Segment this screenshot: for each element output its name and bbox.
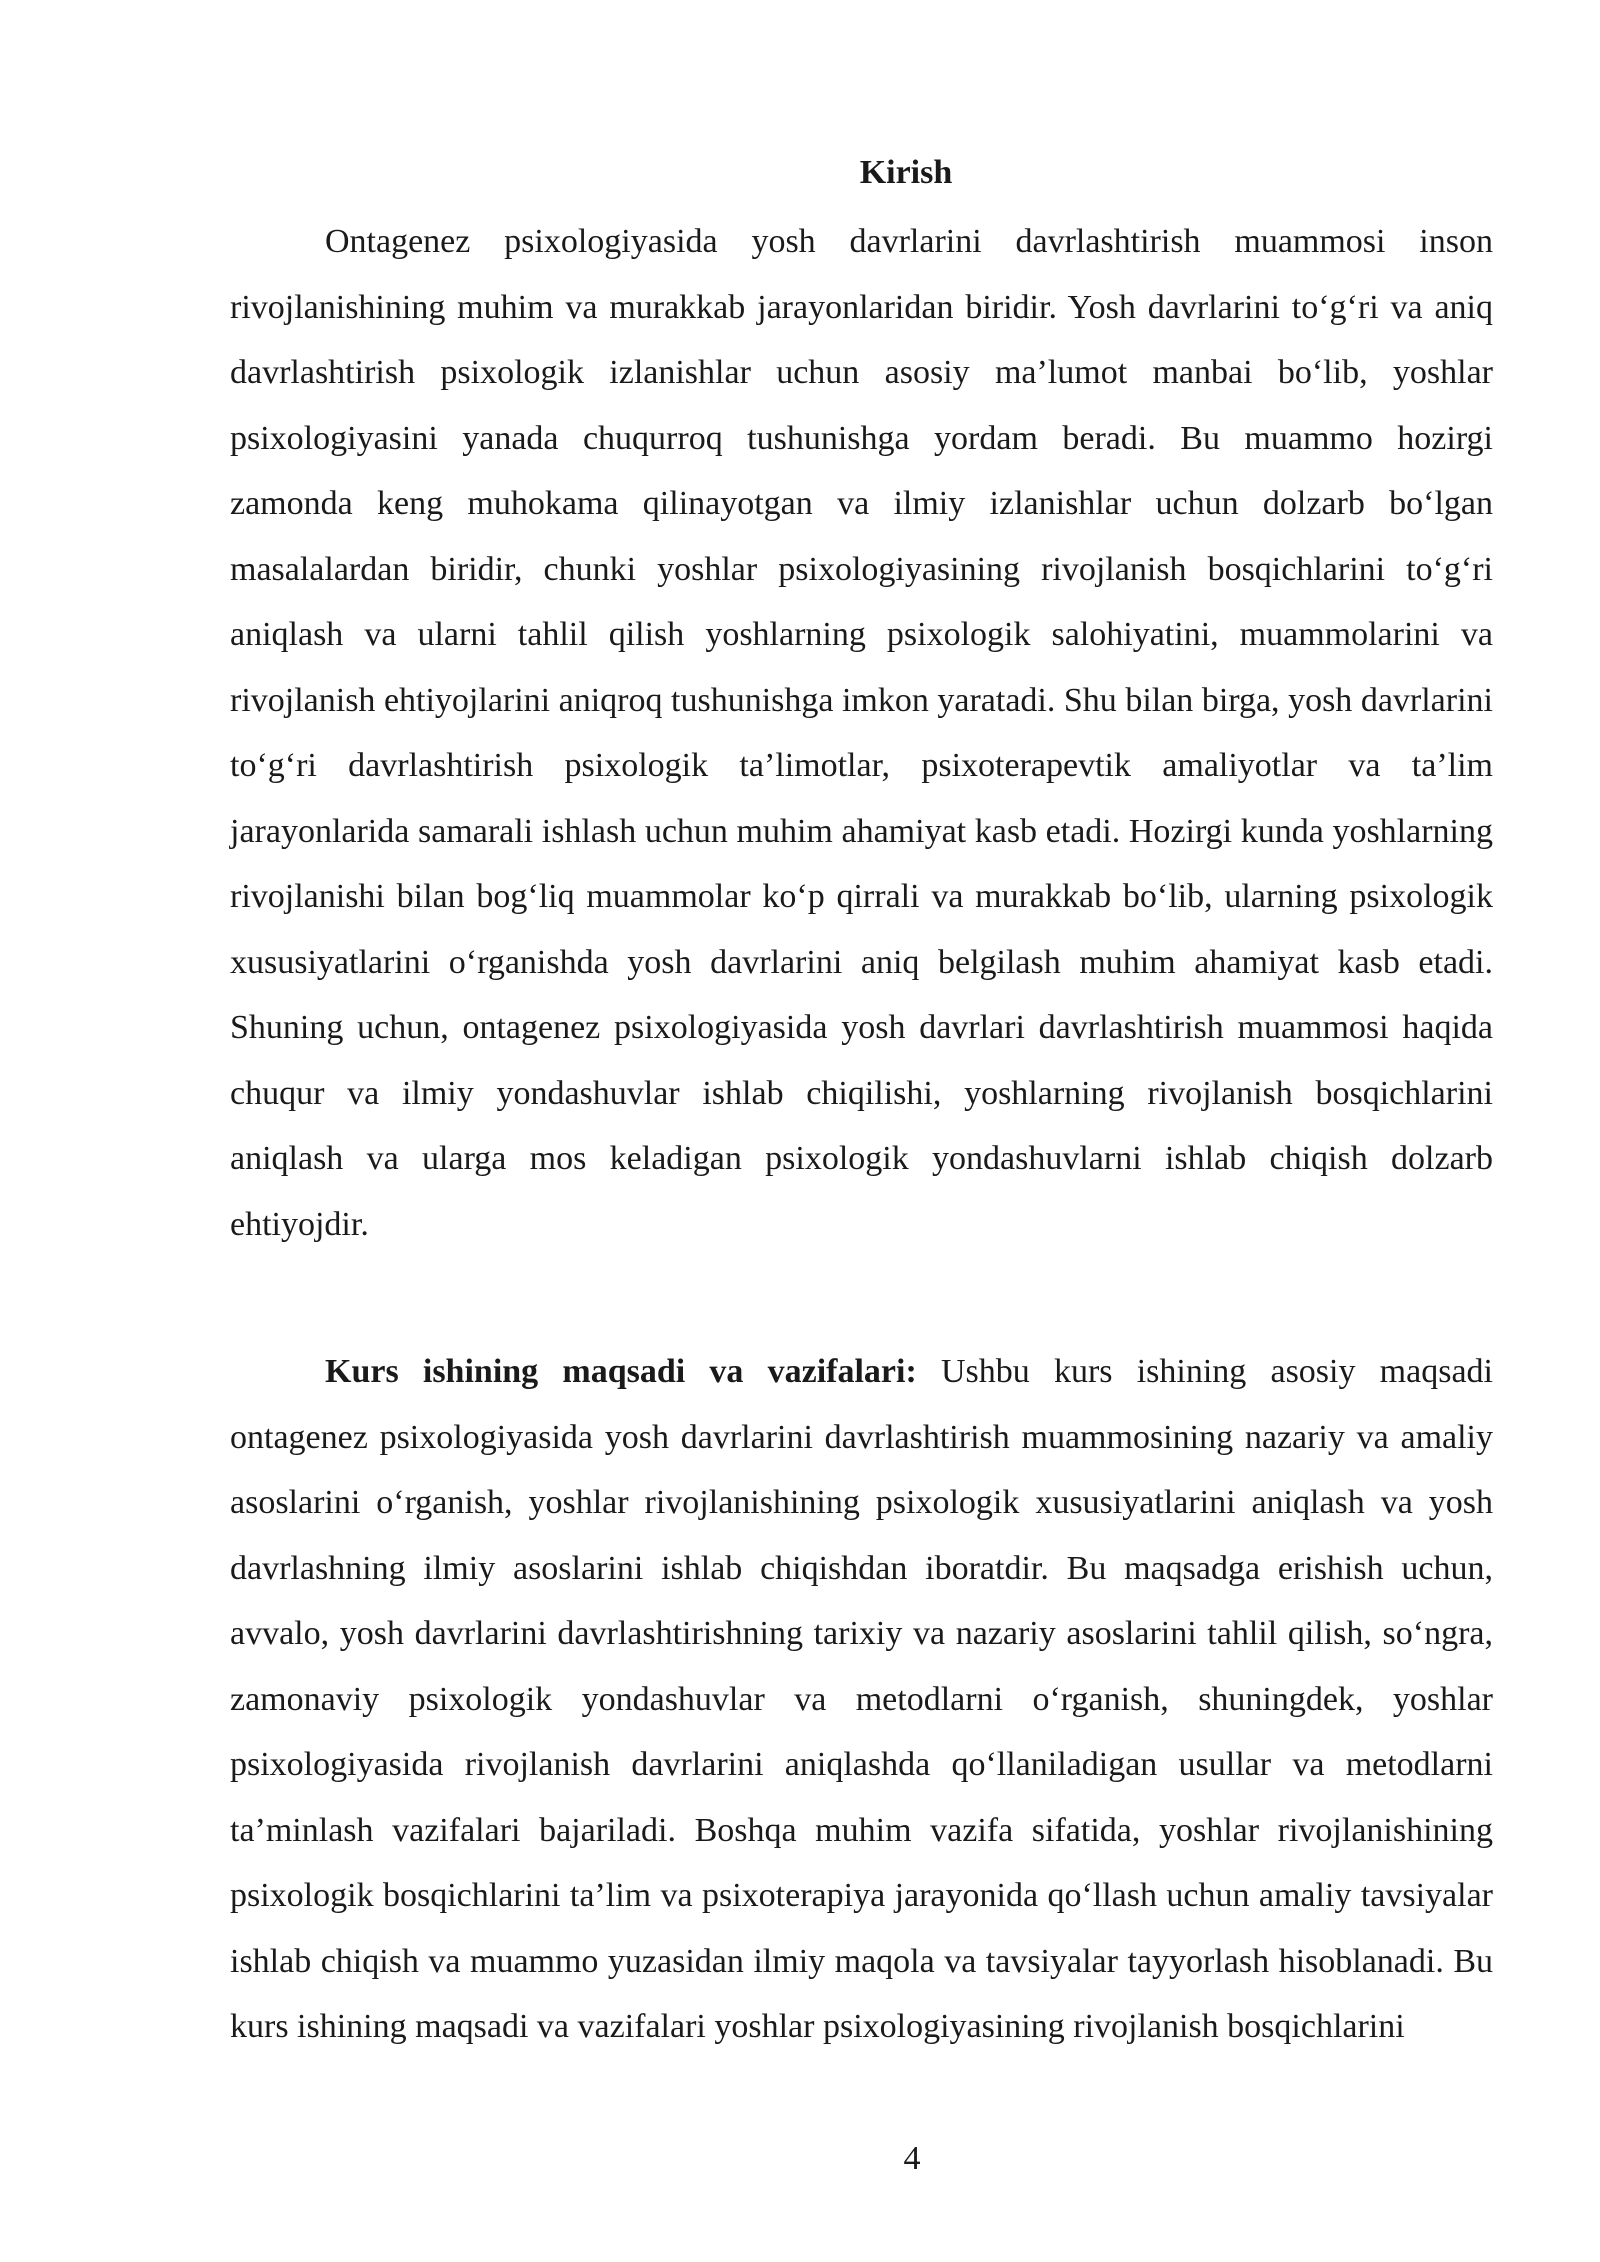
- goals-lead-heading: Kurs ishining maqsadi va vazifalari:: [325, 1353, 917, 1390]
- section-title: Kirish: [859, 154, 953, 191]
- goals-paragraph-text: Ushbu kurs ishining asosiy maqsadi ontagenez psixologiyasida yosh davrlarini davrlashtirish muammosining nazariy va amaliy asoslarini o‘rganish, yoshlar rivojlanishining psixologik xususiyatlarini aniqlash va yosh davrlashning ilmiy asoslarini ishlab chiqishdan iboratdir. Bu maqsadga erishish uchun, avvalo, yosh davrlarini davrlashtirishning tarixiy va nazariy asoslarini tahlil qilish, so‘ngra, zamonaviy psixologik yondashuvlar va metodlarni o‘rganish, shuningdek, yoshlar psixologiyasida rivojlanish davrlarini aniqlashda qo‘llaniladigan usullar va metodlarni ta’minlash vazifalari bajariladi. Boshqa muhim vazifa sifatida, yoshlar rivojlanishining psixologik bosqichlarini ta’lim va psixoterapiya jarayonida qo‘llash uchun amaliy tavsiyalar ishlab chiqish va muammo yuzasidan ilmiy maqola va tavsiyalar tayyorlash hisoblanadi. Bu kurs ishining maqsadi va vazifalari yoshlar psixologiyasining rivojlanish bosqichlarini: [230, 1353, 1493, 2045]
- goals-paragraph: [230, 1339, 1493, 2060]
- intro-paragraph: Ontagenez psixologiyasida yosh davrlarini davrlashtirish muammosi inson rivojlanishining muhim va murakkab jarayonlaridan biridir. Yosh davrlarini to‘g‘ri va aniq davrlashtirish psixologik izlanishlar uchun asosiy ma’lumot manbai bo‘lib, yoshlar psixologiyasini yanada chuqurroq tushunishga yordam beradi. Bu muammo hozirgi zamonda keng muhokama qilinayotgan va ilmiy izlanishlar uchun dolzarb bo‘lgan masalalardan biridir, chunki yoshlar psixologiyasining rivojlanish bosqichlarini to‘g‘ri aniqlash va ularni tahlil qilish yoshlarning psixologik salohiyatini, muammolarini va rivojlanish ehtiyojlarini aniqroq tushunishga imkon yaratadi. Shu bilan birga, yosh davrlarini to‘g‘ri davrlashtirish psixologik ta’limotlar, psixoterapevtik amaliyotlar va ta’lim jarayonlarida samarali ishlash uchun muhim ahamiyat kasb etadi. Hozirgi kunda yoshlarning rivojlanishi bilan bog‘liq muammolar ko‘p qirrali va murakkab bo‘lib, ularning psixologik xususiyatlarini o‘rganishda yosh davrlarini aniq belgilash muhim ahamiyat kasb etadi. Shuning uchun, ontagenez psixologiyasida yosh davrlari davrlashtirish muammosi haqida chuqur va ilmiy yondashuvlar ishlab chiqilishi, yoshlarning rivojlanish bosqichlarini aniqlash va ularga mos keladigan psixologik yondashuvlarni ishlab chiqish dolzarb ehtiyojdir.: [230, 223, 1493, 1243]
- page-number: 4: [903, 2140, 921, 2177]
